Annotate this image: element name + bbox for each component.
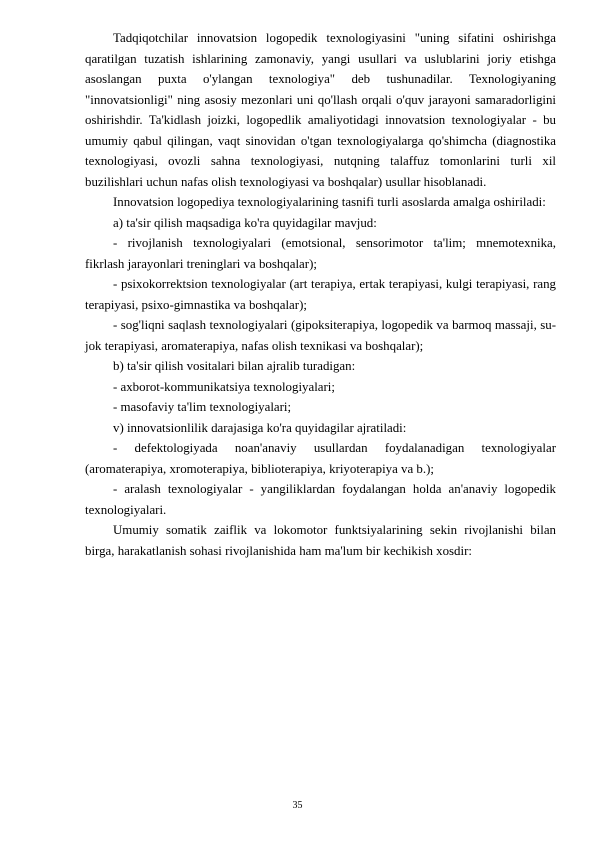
paragraph-motor-delay: Umumiy somatik zaiflik va lokomotor funktsiyalarining sekin rivojlanishi bilan birga, harakatlanish sohasi rivojlanishida ham ma'lum bir kechikish xosdir:	[85, 523, 556, 558]
list-item-health-technologies: - sog'liqni saqlash texnologiyalari (gipoksiterapiya, logopedik va barmoq massaji, su-jok terapiyasi, aromaterapiya, nafas olish texnikasi va boshqalar);	[85, 318, 556, 353]
list-heading-innovation-level: v) innovatsionlilik darajasiga ko'ra quyidagilar ajratiladi:	[113, 420, 407, 435]
list-item-mixed-technologies: - aralash texnologiyalar - yangiliklardan foydalangan holda an'anaviy logopedik texnologiyalari.	[85, 482, 556, 517]
list-item-psychocorrection-technologies: - psixokorrektsion texnologiyalar (art terapiya, ertak terapiyasi, kulgi terapiyasi, rang terapiyasi, psixo-gimnastika va boshqalar);	[85, 277, 556, 312]
list-item-distance-learning: - masofaviy ta'lim texnologiyalari;	[113, 400, 292, 414]
list-heading-purpose: a) ta'sir qilish maqsadiga ko'ra quyidagilar mavjud:	[113, 215, 377, 230]
list-heading-means: b) ta'sir qilish vositalari bilan ajralib turadigan:	[113, 359, 356, 373]
list-item-nontraditional-technologies: - defektologiyada noan'anaviy usullardan foydalanadigan texnologiyalar (aromaterapiya, xromoterapiya, biblioterapiya, kriyoterapiya va b.);	[85, 441, 556, 476]
list-item-development-technologies: - rivojlanish texnologiyalari (emotsional, sensorimotor ta'lim; mnemotexnika, fikrlash jarayonlari treninglari va boshqalar);	[85, 236, 556, 271]
paragraph-innovative-technology-definition: Tadqiqotchilar innovatsion logopedik texnologiyasini "uning sifatini oshirishga qaratilgan tuzatish ishlarining zamonaviy, yangi usullari va uslublarini joriy etishga asoslangan puxta o'ylangan texnologiya" deb tushunadilar. Texnologiyaning "innovatsionligi" ning asosiy mezonlari uni qo'llash orqali o'quv jarayoni samaradorligini oshirishdir. Ta'kidlash joizki, logopedlik amaliyotidagi innovatsion texnologiyalar - bu umumiy qabul qilingan, vaqt sinovidan o'tgan texnologiyalarga qo'shimcha (diagnostika texnologiyasi, ovozli sahna texnologiyasi, nutqning talaffuz tomonlarini turli xil buzilishlari uchun nafas olish texnologiyasi va boshqalar) usullar hisoblanadi.	[85, 31, 556, 189]
document-body	[85, 28, 556, 561]
list-item-ict-technologies: - axborot-kommunikatsiya texnologiyalari;	[113, 379, 335, 394]
paragraph-classification-intro: Innovatsion logopediya texnologiyalarining tasnifi turli asoslarda amalga oshiriladi:	[113, 195, 546, 209]
page-number: 35	[292, 800, 303, 811]
